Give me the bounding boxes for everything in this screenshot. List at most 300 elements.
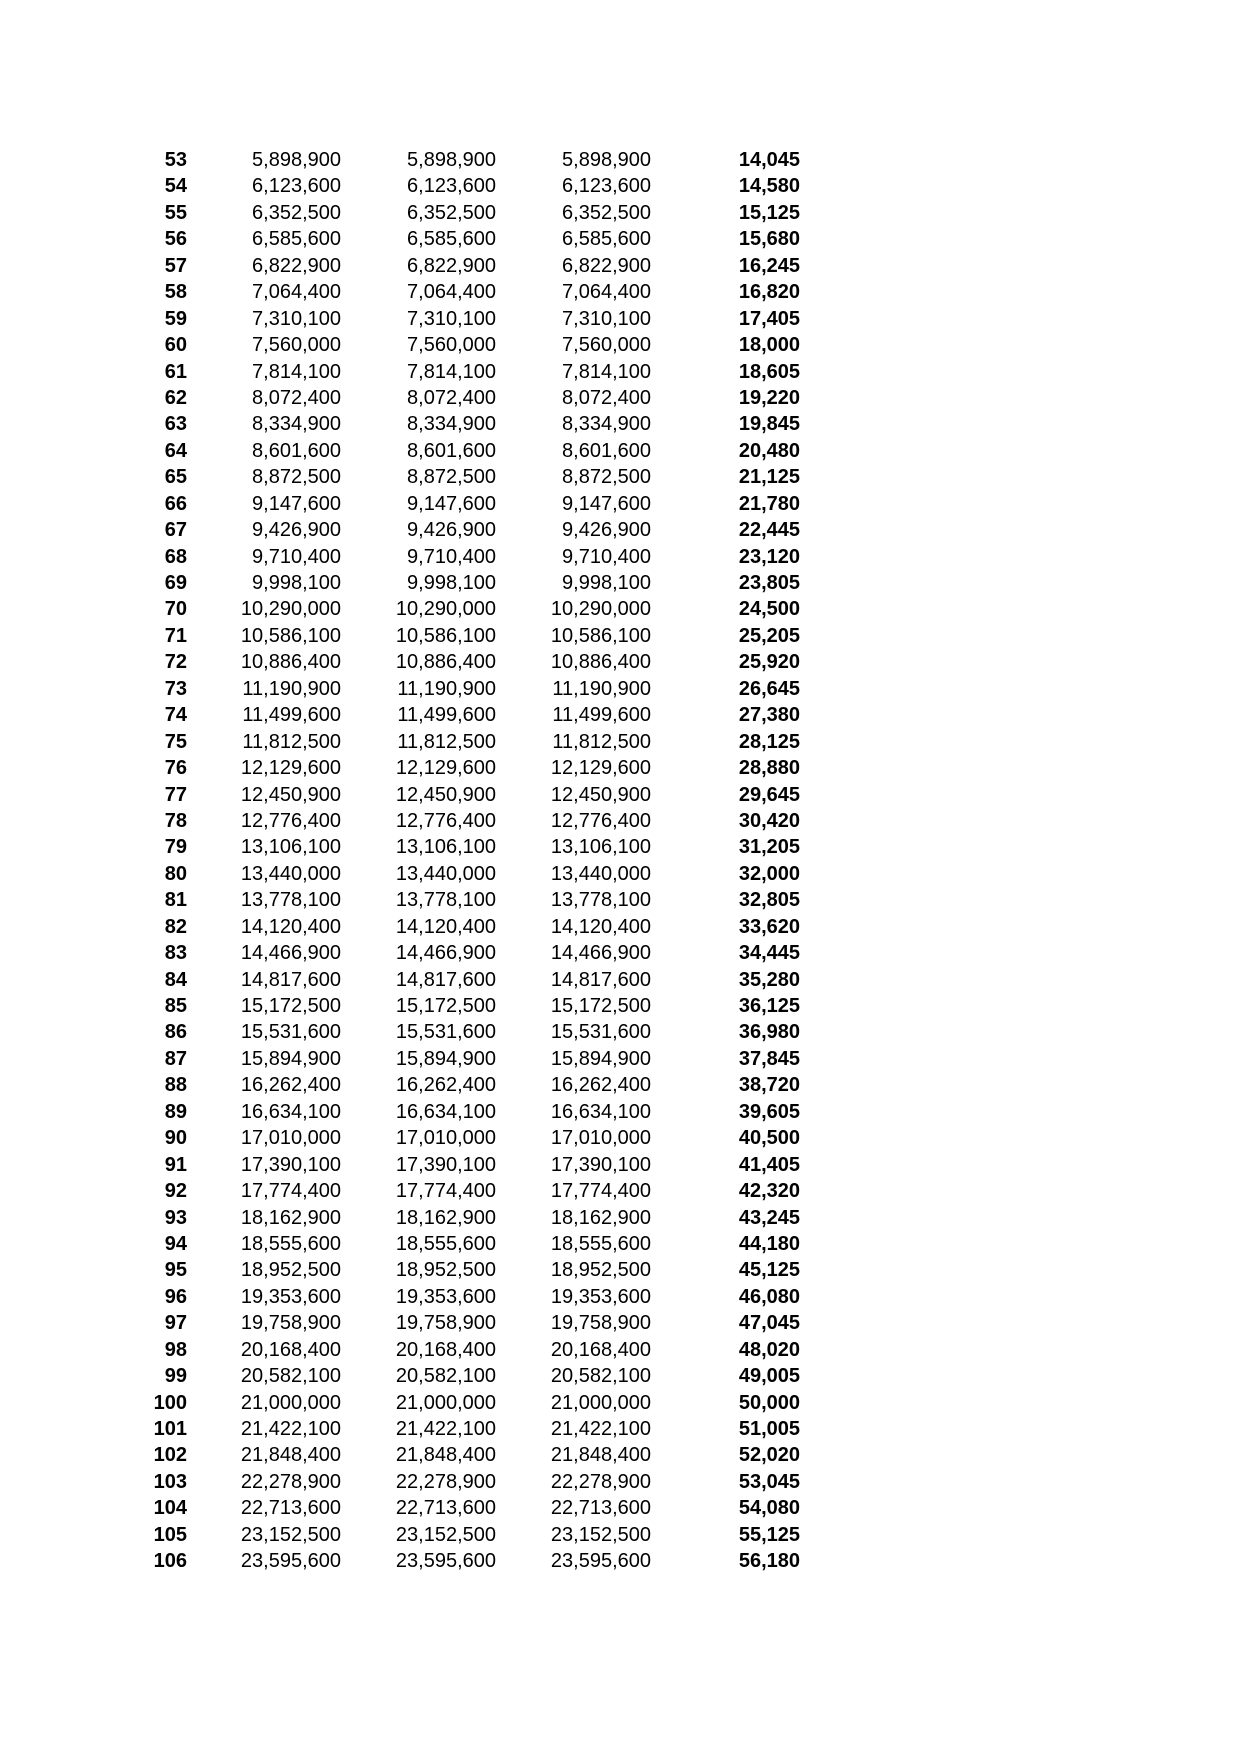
value-cell-col3: 11,190,900: [552, 677, 651, 700]
level-cell: 58: [164, 281, 187, 304]
value-cell-col3: 11,499,600: [552, 704, 651, 727]
table-row: [0, 385, 1241, 411]
value-cell-col2: 22,713,600: [395, 1497, 496, 1520]
total-cell: 45,125: [738, 1259, 800, 1282]
value-cell-col2: 11,499,600: [397, 704, 496, 727]
value-cell-col3: 12,776,400: [550, 809, 651, 832]
level-cell: 69: [164, 572, 187, 594]
value-cell-col2: 6,585,600: [407, 228, 496, 251]
table-row: [0, 438, 1241, 464]
total-cell: 16,245: [738, 254, 800, 277]
table-row: [0, 491, 1241, 517]
table-row: [0, 332, 1241, 358]
value-cell-col2: 5,898,900: [407, 149, 496, 171]
level-cell: 94: [164, 1232, 187, 1255]
total-cell: 23,805: [738, 572, 800, 594]
value-cell-col1: 12,129,600: [240, 757, 341, 780]
level-cell: 59: [164, 307, 187, 330]
value-cell-col1: 12,450,900: [240, 783, 341, 806]
table-row: [0, 729, 1241, 755]
value-cell-col2: 15,894,900: [395, 1047, 496, 1070]
value-cell-col1: 7,310,100: [252, 307, 341, 330]
value-cell-col2: 22,278,900: [395, 1470, 496, 1493]
total-cell: 35,280: [738, 968, 800, 991]
table-row: [0, 253, 1241, 279]
value-cell-col2: 13,106,100: [395, 836, 496, 859]
table-row: [0, 1046, 1241, 1072]
table-row: [0, 993, 1241, 1019]
table-row: [0, 1284, 1241, 1310]
value-cell-col1: 20,168,400: [240, 1338, 341, 1361]
total-cell: 33,620: [738, 915, 800, 938]
level-cell: 87: [164, 1047, 187, 1070]
value-cell-col1: 10,886,400: [240, 651, 341, 674]
table-row: [0, 1310, 1241, 1336]
level-cell: 72: [164, 651, 187, 674]
level-cell: 99: [164, 1365, 187, 1388]
level-cell: 91: [164, 1153, 187, 1176]
total-cell: 54,080: [738, 1497, 800, 1520]
level-cell: 104: [153, 1497, 187, 1520]
value-cell-col3: 15,172,500: [550, 995, 651, 1017]
value-cell-col1: 11,812,500: [242, 730, 341, 753]
value-cell-col1: 14,817,600: [240, 968, 341, 991]
value-cell-col3: 11,812,500: [552, 730, 651, 753]
level-cell: 103: [153, 1470, 187, 1493]
value-cell-col3: 10,886,400: [550, 651, 651, 674]
value-cell-col3: 21,848,400: [550, 1444, 651, 1467]
level-cell: 74: [164, 704, 187, 727]
table-row: [0, 676, 1241, 702]
total-cell: 51,005: [738, 1418, 800, 1440]
value-cell-col1: 17,774,400: [240, 1180, 341, 1203]
value-cell-col2: 14,466,900: [395, 942, 496, 965]
value-cell-col3: 14,466,900: [550, 942, 651, 965]
total-cell: 22,445: [738, 519, 800, 542]
table-row: [0, 279, 1241, 305]
value-cell-col3: 10,290,000: [550, 598, 651, 621]
value-cell-col2: 7,310,100: [407, 307, 496, 330]
level-cell: 64: [164, 439, 187, 462]
table-row: [0, 808, 1241, 834]
level-cell: 97: [164, 1312, 187, 1335]
level-cell: 63: [164, 413, 187, 436]
value-cell-col2: 18,952,500: [395, 1259, 496, 1282]
table-row: [0, 1099, 1241, 1125]
value-cell-col3: 8,334,900: [562, 413, 651, 436]
table-row: [0, 359, 1241, 385]
level-cell: 88: [164, 1074, 187, 1097]
value-cell-col3: 17,010,000: [550, 1127, 651, 1150]
total-cell: 52,020: [738, 1444, 800, 1467]
value-cell-col2: 15,531,600: [395, 1021, 496, 1044]
table-row: [0, 1125, 1241, 1151]
total-cell: 15,125: [738, 201, 800, 224]
value-cell-col2: 10,586,100: [395, 624, 496, 647]
value-cell-col1: 13,440,000: [240, 862, 341, 885]
value-cell-col2: 8,872,500: [407, 466, 496, 489]
value-cell-col1: 8,601,600: [252, 439, 341, 462]
value-cell-col2: 9,998,100: [407, 572, 496, 594]
value-cell-col1: 11,190,900: [242, 677, 341, 700]
value-cell-col3: 16,634,100: [550, 1100, 651, 1123]
value-cell-col2: 21,848,400: [395, 1444, 496, 1467]
value-cell-col1: 6,822,900: [252, 254, 341, 277]
value-cell-col1: 23,595,600: [240, 1550, 341, 1573]
total-cell: 21,125: [738, 466, 800, 489]
value-cell-col2: 8,334,900: [407, 413, 496, 436]
total-cell: 36,980: [738, 1021, 800, 1044]
value-cell-col3: 9,426,900: [562, 519, 651, 542]
level-cell: 61: [164, 360, 187, 383]
value-cell-col1: 10,586,100: [240, 624, 341, 647]
value-cell-col3: 13,440,000: [550, 862, 651, 885]
value-cell-col2: 21,000,000: [395, 1391, 496, 1414]
total-cell: 38,720: [738, 1074, 800, 1097]
level-cell: 102: [153, 1444, 187, 1467]
value-cell-col1: 16,262,400: [240, 1074, 341, 1097]
value-cell-col2: 20,168,400: [395, 1338, 496, 1361]
level-cell: 77: [164, 783, 187, 806]
level-cell: 67: [164, 519, 187, 542]
table-row: [0, 861, 1241, 887]
value-cell-col1: 18,162,900: [240, 1206, 341, 1229]
data-table: [0, 147, 1241, 1575]
value-cell-col1: 21,848,400: [240, 1444, 341, 1467]
table-row: [0, 1072, 1241, 1098]
total-cell: 24,500: [738, 598, 800, 621]
total-cell: 16,820: [738, 281, 800, 304]
total-cell: 31,205: [738, 836, 800, 859]
total-cell: 56,180: [738, 1550, 800, 1573]
value-cell-col2: 7,064,400: [407, 281, 496, 304]
level-cell: 89: [164, 1100, 187, 1123]
value-cell-col3: 6,822,900: [562, 254, 651, 277]
value-cell-col1: 14,466,900: [240, 942, 341, 965]
level-cell: 98: [164, 1338, 187, 1361]
value-cell-col1: 21,000,000: [240, 1391, 341, 1414]
value-cell-col1: 12,776,400: [240, 809, 341, 832]
value-cell-col1: 13,778,100: [240, 889, 341, 912]
value-cell-col1: 8,872,500: [252, 466, 341, 489]
total-cell: 32,000: [738, 862, 800, 885]
value-cell-col1: 8,334,900: [252, 413, 341, 436]
value-cell-col2: 18,555,600: [395, 1232, 496, 1255]
table-row: [0, 517, 1241, 543]
value-cell-col3: 16,262,400: [550, 1074, 651, 1097]
level-cell: 86: [164, 1021, 187, 1044]
value-cell-col3: 8,601,600: [562, 439, 651, 462]
level-cell: 95: [164, 1259, 187, 1282]
value-cell-col1: 22,713,600: [240, 1497, 341, 1520]
value-cell-col2: 14,817,600: [395, 968, 496, 991]
level-cell: 71: [164, 624, 187, 647]
value-cell-col3: 18,162,900: [550, 1206, 651, 1229]
total-cell: 48,020: [738, 1338, 800, 1361]
level-cell: 101: [153, 1418, 187, 1440]
value-cell-col3: 14,120,400: [550, 915, 651, 938]
value-cell-col1: 17,010,000: [240, 1127, 341, 1150]
value-cell-col3: 9,710,400: [562, 545, 651, 568]
table-row: [0, 411, 1241, 437]
value-cell-col3: 7,560,000: [562, 334, 651, 357]
value-cell-col3: 20,582,100: [550, 1365, 651, 1388]
value-cell-col1: 13,106,100: [240, 836, 341, 859]
value-cell-col2: 12,450,900: [395, 783, 496, 806]
table-row: [0, 570, 1241, 596]
total-cell: 26,645: [738, 677, 800, 700]
value-cell-col2: 6,822,900: [407, 254, 496, 277]
table-row: [0, 226, 1241, 252]
value-cell-col1: 15,894,900: [240, 1047, 341, 1070]
value-cell-col2: 17,774,400: [395, 1180, 496, 1203]
table-row: [0, 1363, 1241, 1389]
table-row: [0, 1257, 1241, 1283]
total-cell: 30,420: [738, 809, 800, 832]
table-row: [0, 596, 1241, 622]
table-row: [0, 1019, 1241, 1045]
level-cell: 90: [164, 1127, 187, 1150]
value-cell-col3: 17,774,400: [550, 1180, 651, 1203]
value-cell-col1: 22,278,900: [240, 1470, 341, 1493]
value-cell-col1: 9,147,600: [252, 492, 341, 515]
total-cell: 18,605: [738, 360, 800, 383]
level-cell: 96: [164, 1285, 187, 1308]
value-cell-col1: 6,352,500: [252, 201, 341, 224]
table-row: [0, 147, 1241, 173]
value-cell-col1: 7,560,000: [252, 334, 341, 357]
table-row: [0, 649, 1241, 675]
value-cell-col2: 7,814,100: [407, 360, 496, 383]
value-cell-col2: 6,123,600: [407, 175, 496, 198]
total-cell: 19,220: [738, 386, 800, 409]
value-cell-col2: 18,162,900: [395, 1206, 496, 1229]
value-cell-col2: 23,152,500: [395, 1523, 496, 1546]
table-row: [0, 755, 1241, 781]
level-cell: 83: [164, 942, 187, 965]
total-cell: 40,500: [738, 1127, 800, 1150]
value-cell-col3: 23,152,500: [550, 1523, 651, 1546]
table-row: [0, 967, 1241, 993]
value-cell-col3: 17,390,100: [550, 1153, 651, 1176]
value-cell-col2: 12,776,400: [395, 809, 496, 832]
table-row: [0, 1548, 1241, 1574]
value-cell-col3: 9,147,600: [562, 492, 651, 515]
total-cell: 28,125: [738, 730, 800, 753]
value-cell-col3: 18,555,600: [550, 1232, 651, 1255]
table-row: [0, 782, 1241, 808]
total-cell: 27,380: [738, 704, 800, 727]
table-row: [0, 1469, 1241, 1495]
level-cell: 93: [164, 1206, 187, 1229]
value-cell-col3: 7,310,100: [562, 307, 651, 330]
value-cell-col1: 19,758,900: [240, 1312, 341, 1335]
value-cell-col2: 6,352,500: [407, 201, 496, 224]
value-cell-col3: 14,817,600: [550, 968, 651, 991]
total-cell: 25,205: [738, 624, 800, 647]
table-row: [0, 1178, 1241, 1204]
level-cell: 92: [164, 1180, 187, 1203]
level-cell: 54: [164, 175, 187, 198]
level-cell: 57: [164, 254, 187, 277]
value-cell-col2: 8,072,400: [407, 386, 496, 409]
value-cell-col3: 5,898,900: [562, 149, 651, 171]
value-cell-col1: 8,072,400: [252, 386, 341, 409]
value-cell-col1: 6,585,600: [252, 228, 341, 251]
value-cell-col3: 9,998,100: [562, 572, 651, 594]
value-cell-col3: 7,064,400: [562, 281, 651, 304]
table-row: [0, 887, 1241, 913]
total-cell: 29,645: [738, 783, 800, 806]
value-cell-col1: 19,353,600: [240, 1285, 341, 1308]
level-cell: 53: [164, 149, 187, 171]
value-cell-col1: 5,898,900: [252, 149, 341, 171]
value-cell-col2: 10,290,000: [395, 598, 496, 621]
level-cell: 80: [164, 862, 187, 885]
table-row: [0, 834, 1241, 860]
table-row: [0, 940, 1241, 966]
total-cell: 14,045: [738, 149, 800, 171]
value-cell-col2: 16,634,100: [395, 1100, 496, 1123]
value-cell-col2: 10,886,400: [395, 651, 496, 674]
value-cell-col3: 8,072,400: [562, 386, 651, 409]
value-cell-col3: 13,106,100: [550, 836, 651, 859]
total-cell: 47,045: [738, 1312, 800, 1335]
value-cell-col1: 9,998,100: [252, 572, 341, 594]
total-cell: 37,845: [738, 1047, 800, 1070]
level-cell: 55: [164, 201, 187, 224]
level-cell: 73: [164, 677, 187, 700]
value-cell-col3: 15,531,600: [550, 1021, 651, 1044]
value-cell-col2: 12,129,600: [395, 757, 496, 780]
value-cell-col3: 19,353,600: [550, 1285, 651, 1308]
value-cell-col2: 21,422,100: [395, 1418, 496, 1440]
value-cell-col1: 20,582,100: [240, 1365, 341, 1388]
table-row: [0, 1416, 1241, 1442]
table-row: [0, 623, 1241, 649]
level-cell: 82: [164, 915, 187, 938]
value-cell-col1: 15,531,600: [240, 1021, 341, 1044]
level-cell: 85: [164, 995, 187, 1017]
total-cell: 15,680: [738, 228, 800, 251]
level-cell: 68: [164, 545, 187, 568]
value-cell-col1: 18,555,600: [240, 1232, 341, 1255]
level-cell: 65: [164, 466, 187, 489]
value-cell-col1: 9,426,900: [252, 519, 341, 542]
value-cell-col2: 19,353,600: [395, 1285, 496, 1308]
level-cell: 76: [164, 757, 187, 780]
level-cell: 100: [153, 1391, 187, 1414]
value-cell-col2: 9,710,400: [407, 545, 496, 568]
level-cell: 75: [164, 730, 187, 753]
value-cell-col2: 13,778,100: [395, 889, 496, 912]
value-cell-col3: 6,352,500: [562, 201, 651, 224]
table-row: [0, 1205, 1241, 1231]
total-cell: 39,605: [738, 1100, 800, 1123]
value-cell-col1: 6,123,600: [252, 175, 341, 198]
value-cell-col3: 20,168,400: [550, 1338, 651, 1361]
value-cell-col2: 11,190,900: [397, 677, 496, 700]
level-cell: 105: [153, 1523, 187, 1546]
total-cell: 36,125: [738, 995, 800, 1017]
value-cell-col1: 7,814,100: [252, 360, 341, 383]
total-cell: 49,005: [738, 1365, 800, 1388]
value-cell-col3: 21,000,000: [550, 1391, 651, 1414]
table-row: [0, 200, 1241, 226]
total-cell: 55,125: [738, 1523, 800, 1546]
value-cell-col3: 7,814,100: [562, 360, 651, 383]
total-cell: 43,245: [738, 1206, 800, 1229]
level-cell: 60: [164, 334, 187, 357]
total-cell: 17,405: [738, 307, 800, 330]
value-cell-col1: 16,634,100: [240, 1100, 341, 1123]
value-cell-col2: 17,390,100: [395, 1153, 496, 1176]
total-cell: 32,805: [738, 889, 800, 912]
value-cell-col1: 11,499,600: [242, 704, 341, 727]
table-row: [0, 1337, 1241, 1363]
value-cell-col3: 10,586,100: [550, 624, 651, 647]
value-cell-col1: 15,172,500: [240, 995, 341, 1017]
table-row: [0, 914, 1241, 940]
total-cell: 18,000: [738, 334, 800, 357]
total-cell: 25,920: [738, 651, 800, 674]
total-cell: 34,445: [738, 942, 800, 965]
total-cell: 41,405: [738, 1153, 800, 1176]
total-cell: 42,320: [738, 1180, 800, 1203]
table-row: [0, 1390, 1241, 1416]
total-cell: 28,880: [738, 757, 800, 780]
value-cell-col3: 6,123,600: [562, 175, 651, 198]
value-cell-col1: 18,952,500: [240, 1259, 341, 1282]
value-cell-col2: 11,812,500: [397, 730, 496, 753]
value-cell-col2: 9,147,600: [407, 492, 496, 515]
total-cell: 14,580: [738, 175, 800, 198]
table-row: [0, 702, 1241, 728]
value-cell-col1: 7,064,400: [252, 281, 341, 304]
value-cell-col3: 12,450,900: [550, 783, 651, 806]
table-row: [0, 464, 1241, 490]
value-cell-col1: 17,390,100: [240, 1153, 341, 1176]
level-cell: 79: [164, 836, 187, 859]
level-cell: 56: [164, 228, 187, 251]
value-cell-col1: 21,422,100: [240, 1418, 341, 1440]
level-cell: 78: [164, 809, 187, 832]
value-cell-col2: 14,120,400: [395, 915, 496, 938]
level-cell: 70: [164, 598, 187, 621]
total-cell: 44,180: [738, 1232, 800, 1255]
value-cell-col2: 17,010,000: [395, 1127, 496, 1150]
value-cell-col3: 12,129,600: [550, 757, 651, 780]
value-cell-col3: 13,778,100: [550, 889, 651, 912]
value-cell-col2: 23,595,600: [395, 1550, 496, 1573]
table-row: [0, 1442, 1241, 1468]
table-row: [0, 306, 1241, 332]
value-cell-col1: 23,152,500: [240, 1523, 341, 1546]
value-cell-col2: 8,601,600: [407, 439, 496, 462]
table-row: [0, 1152, 1241, 1178]
value-cell-col2: 13,440,000: [395, 862, 496, 885]
total-cell: 21,780: [738, 492, 800, 515]
value-cell-col2: 20,582,100: [395, 1365, 496, 1388]
value-cell-col2: 9,426,900: [407, 519, 496, 542]
total-cell: 19,845: [738, 413, 800, 436]
value-cell-col3: 19,758,900: [550, 1312, 651, 1335]
value-cell-col1: 10,290,000: [240, 598, 341, 621]
value-cell-col3: 6,585,600: [562, 228, 651, 251]
value-cell-col1: 9,710,400: [252, 545, 341, 568]
value-cell-col2: 15,172,500: [395, 995, 496, 1017]
value-cell-col1: 14,120,400: [240, 915, 341, 938]
